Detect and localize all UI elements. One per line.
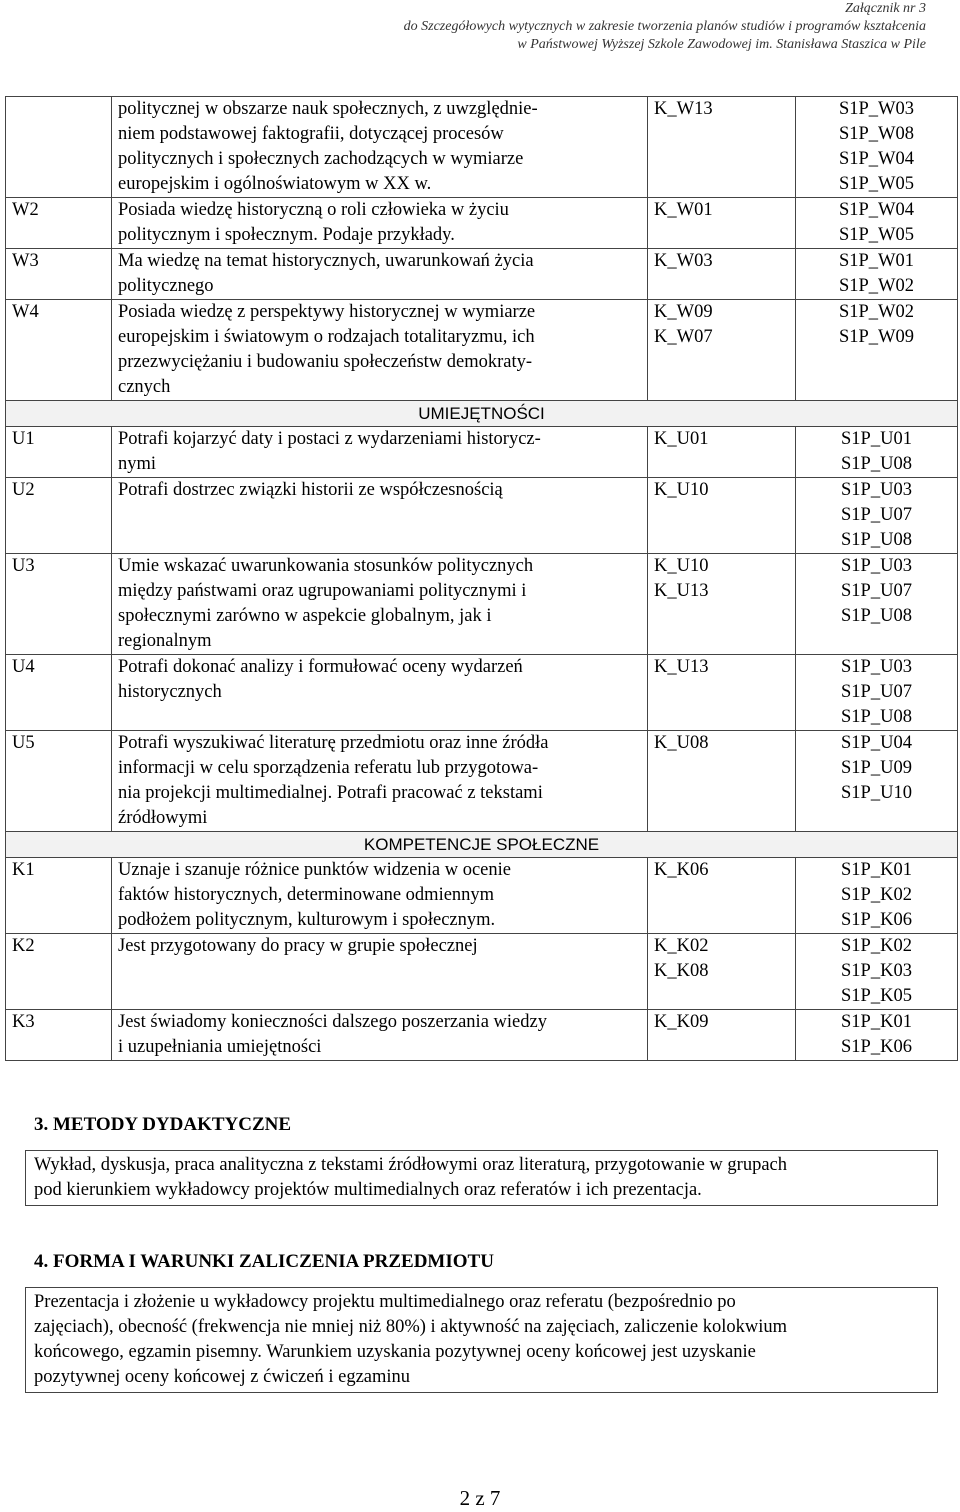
description-line: politycznej w obszarze nauk społecznych, z uwzględnie- xyxy=(118,99,538,119)
description-line: Posiada wiedzę z perspektywy historycznej w wymiarze xyxy=(118,302,536,322)
direction-code: K_K02 xyxy=(654,936,709,956)
description-line: przezwyciężaniu i budowaniu społeczeństw demokraty- xyxy=(118,352,533,372)
assessment-box xyxy=(25,1287,938,1393)
description-line: źródłowymi xyxy=(118,808,208,828)
direction-outcome-codes xyxy=(648,300,796,401)
description-line: politycznych i społecznych zachodzących w wymiarze xyxy=(118,149,524,169)
area-outcome-codes xyxy=(796,97,958,198)
description-line: społecznymi zarówno w aspekcie globalnym, jak i xyxy=(118,606,492,626)
outcome-code: W2 xyxy=(6,198,112,249)
area-code: S1P_U04 xyxy=(841,733,912,753)
direction-code: K_U10 xyxy=(654,480,709,500)
direction-outcome-codes xyxy=(648,934,796,1010)
outcome-description xyxy=(112,198,648,249)
outcome-description xyxy=(112,249,648,300)
outcome-code: U3 xyxy=(6,554,112,655)
outcome-code: K2 xyxy=(6,934,112,1010)
area-code: S1P_U03 xyxy=(841,657,912,677)
description-line: nymi xyxy=(118,454,157,474)
description-line: europejskim i ogólnoświatowym w XX w. xyxy=(118,174,432,194)
header-school-line: w Państwowej Wyższej Szkole Zawodowej im. Stanisława Staszica w Pile xyxy=(517,37,926,52)
description-line: Ma wiedzę na temat historycznych, uwarunkowań życia xyxy=(118,251,534,271)
area-code: S1P_U07 xyxy=(841,682,912,702)
direction-code: K_U13 xyxy=(654,581,709,601)
area-outcome-codes xyxy=(796,478,958,554)
area-outcome-codes xyxy=(796,427,958,478)
area-code: S1P_U08 xyxy=(841,530,912,550)
description-line: między państwami oraz ugrupowaniami politycznymi i xyxy=(118,581,527,601)
direction-code: K_K09 xyxy=(654,1012,709,1032)
direction-code: K_W09 xyxy=(654,302,713,322)
area-code: S1P_W08 xyxy=(838,124,915,144)
area-code: S1P_K02 xyxy=(841,885,912,905)
area-code: S1P_W03 xyxy=(838,99,915,119)
description-line: informacji w celu sporządzenia referatu lub przygotowa- xyxy=(118,758,539,778)
outcome-description xyxy=(112,478,648,554)
description-line: cznych xyxy=(118,377,171,397)
description-line: Jest przygotowany do pracy w grupie społecznej xyxy=(118,936,478,956)
outcome-code xyxy=(6,97,112,198)
table-row xyxy=(6,427,958,478)
section-header: KOMPETENCJE SPOŁECZNE xyxy=(6,832,958,858)
area-code: S1P_U10 xyxy=(841,783,912,803)
area-code: S1P_K05 xyxy=(841,986,912,1006)
outcome-description xyxy=(112,300,648,401)
direction-code: K_W01 xyxy=(654,200,713,220)
outcome-description xyxy=(112,655,648,731)
table-row xyxy=(6,249,958,300)
description-line: Potrafi kojarzyć daty i postaci z wydarzeniami historycz- xyxy=(118,429,541,449)
area-code: S1P_K06 xyxy=(841,910,912,930)
area-code: S1P_U08 xyxy=(841,454,912,474)
description-line: politycznym i społecznym. Podaje przykłady. xyxy=(118,225,455,245)
outcome-description xyxy=(112,858,648,934)
description-line: Potrafi dokonać analizy i formułować oceny wydarzeń xyxy=(118,657,523,677)
direction-outcome-codes xyxy=(648,198,796,249)
area-outcome-codes xyxy=(796,858,958,934)
area-code: S1P_W09 xyxy=(838,327,915,347)
description-line: Potrafi wyszukiwać literaturę przedmiotu oraz inne źródła xyxy=(118,733,549,753)
outcome-code: W3 xyxy=(6,249,112,300)
area-outcome-codes xyxy=(796,198,958,249)
section-4-title: 4. FORMA I WARUNKI ZALICZENIA PRZEDMIOTU xyxy=(34,1251,494,1272)
area-code: S1P_K01 xyxy=(841,860,912,880)
section-header: UMIEJĘTNOŚCI xyxy=(6,401,958,427)
direction-outcome-codes xyxy=(648,554,796,655)
table-row xyxy=(6,478,958,554)
description-line: Uznaje i szanuje różnice punktów widzenia w ocenie xyxy=(118,860,511,880)
direction-code: K_U08 xyxy=(654,733,709,753)
description-line: Jest świadomy konieczności dalszego poszerzania wiedzy xyxy=(118,1012,547,1032)
direction-outcome-codes xyxy=(648,858,796,934)
description-line: Posiada wiedzę historyczną o roli człowieka w życiu xyxy=(118,200,509,220)
area-outcome-codes xyxy=(796,554,958,655)
description-line: i uzupełniania umiejętności xyxy=(118,1037,322,1057)
direction-outcome-codes xyxy=(648,249,796,300)
table-row xyxy=(6,731,958,832)
description-line: nia projekcji multimedialnej. Potrafi pracować z tekstami xyxy=(118,783,543,803)
area-outcome-codes xyxy=(796,731,958,832)
direction-code: K_U10 xyxy=(654,556,709,576)
area-code: S1P_U01 xyxy=(841,429,912,449)
direction-outcome-codes xyxy=(648,97,796,198)
description-line: historycznych xyxy=(118,682,222,702)
area-code: S1P_U03 xyxy=(841,480,912,500)
direction-outcome-codes xyxy=(648,478,796,554)
description-line: Umie wskazać uwarunkowania stosunków politycznych xyxy=(118,556,534,576)
area-code: S1P_W04 xyxy=(838,149,915,169)
outcome-description xyxy=(112,731,648,832)
description-line: politycznego xyxy=(118,276,214,296)
section-header-row xyxy=(6,832,958,858)
description-line: regionalnym xyxy=(118,631,212,651)
learning-outcomes-table xyxy=(5,96,958,1061)
area-outcome-codes xyxy=(796,1010,958,1061)
teaching-methods-line: pod kierunkiem wykładowcy projektów multimedialnych oraz referatów i ich prezentacja. xyxy=(34,1180,702,1200)
area-outcome-codes xyxy=(796,249,958,300)
assessment-line: końcowego, egzamin pisemny. Warunkiem uzyskania pozytywnej oceny końcowej jest uzyskanie xyxy=(34,1342,756,1362)
section-3-title: 3. METODY DYDAKTYCZNE xyxy=(34,1114,292,1135)
direction-code: K_W07 xyxy=(654,327,713,347)
direction-code: K_U13 xyxy=(654,657,709,677)
page-number: 2 z 7 xyxy=(459,1486,501,1510)
outcome-code: U4 xyxy=(6,655,112,731)
outcome-code: W4 xyxy=(6,300,112,401)
table-row xyxy=(6,934,958,1010)
description-line: podłożem politycznym, kulturowym i społecznym. xyxy=(118,910,496,930)
area-code: S1P_K03 xyxy=(841,961,912,981)
table-row xyxy=(6,858,958,934)
area-code: S1P_K01 xyxy=(841,1012,912,1032)
description-line: Potrafi dostrzec związki historii ze współczesnością xyxy=(118,480,503,500)
direction-outcome-codes xyxy=(648,731,796,832)
header-attachment-line: Załącznik nr 3 xyxy=(845,1,926,16)
area-code: S1P_U08 xyxy=(841,707,912,727)
direction-code: K_K08 xyxy=(654,961,709,981)
outcome-description xyxy=(112,934,648,1010)
assessment-line: Prezentacja i złożenie u wykładowcy projektu multimedialnego oraz referatu (bezpośrednio po xyxy=(34,1292,736,1312)
area-code: S1P_W02 xyxy=(838,302,915,322)
area-code: S1P_U03 xyxy=(841,556,912,576)
description-line: faktów historycznych, determinowane odmiennym xyxy=(118,885,495,905)
area-code: S1P_U09 xyxy=(841,758,912,778)
direction-code: K_W03 xyxy=(654,251,713,271)
area-code: S1P_K06 xyxy=(841,1037,912,1057)
outcome-code: U2 xyxy=(6,478,112,554)
teaching-methods-line: Wykład, dyskusja, praca analityczna z tekstami źródłowymi oraz literaturą, przygotowanie w grupach xyxy=(34,1155,787,1175)
table-row xyxy=(6,655,958,731)
outcome-description xyxy=(112,97,648,198)
area-code: S1P_W05 xyxy=(838,174,915,194)
direction-outcome-codes xyxy=(648,1010,796,1061)
table-row xyxy=(6,554,958,655)
outcome-description xyxy=(112,1010,648,1061)
outcome-code: U1 xyxy=(6,427,112,478)
direction-code: K_U01 xyxy=(654,429,709,449)
area-code: S1P_W04 xyxy=(838,200,915,220)
area-code: S1P_W05 xyxy=(838,225,915,245)
area-outcome-codes xyxy=(796,655,958,731)
direction-code: K_W13 xyxy=(654,99,713,119)
table-row xyxy=(6,97,958,198)
area-outcome-codes xyxy=(796,934,958,1010)
document-header xyxy=(404,0,926,54)
direction-outcome-codes xyxy=(648,655,796,731)
outcome-description xyxy=(112,554,648,655)
area-code: S1P_U08 xyxy=(841,606,912,626)
assessment-line: pozytywnej oceny końcowej z ćwiczeń i egzaminu xyxy=(34,1367,411,1387)
teaching-methods-box xyxy=(25,1150,938,1206)
description-line: niem podstawowej faktografii, dotyczącej procesów xyxy=(118,124,504,144)
direction-code: K_K06 xyxy=(654,860,709,880)
area-code: S1P_K02 xyxy=(841,936,912,956)
direction-outcome-codes xyxy=(648,427,796,478)
header-guidelines-line: do Szczegółowych wytycznych w zakresie tworzenia planów studiów i programów kształcenia xyxy=(403,19,926,34)
table-row xyxy=(6,1010,958,1061)
table-row xyxy=(6,300,958,401)
section-header-row xyxy=(6,401,958,427)
area-code: S1P_W02 xyxy=(838,276,915,296)
area-outcome-codes xyxy=(796,300,958,401)
outcome-description xyxy=(112,427,648,478)
area-code: S1P_W01 xyxy=(838,251,915,271)
area-code: S1P_U07 xyxy=(841,505,912,525)
description-line: europejskim i światowym o rodzajach totalitaryzmu, ich xyxy=(118,327,535,347)
outcome-code: U5 xyxy=(6,731,112,832)
area-code: S1P_U07 xyxy=(841,581,912,601)
outcome-code: K3 xyxy=(6,1010,112,1061)
outcome-code: K1 xyxy=(6,858,112,934)
assessment-line: zajęciach), obecność (frekwencja nie mniej niż 80%) i aktywność na zajęciach, zaliczenie kolokwium xyxy=(34,1317,788,1337)
table-row xyxy=(6,198,958,249)
